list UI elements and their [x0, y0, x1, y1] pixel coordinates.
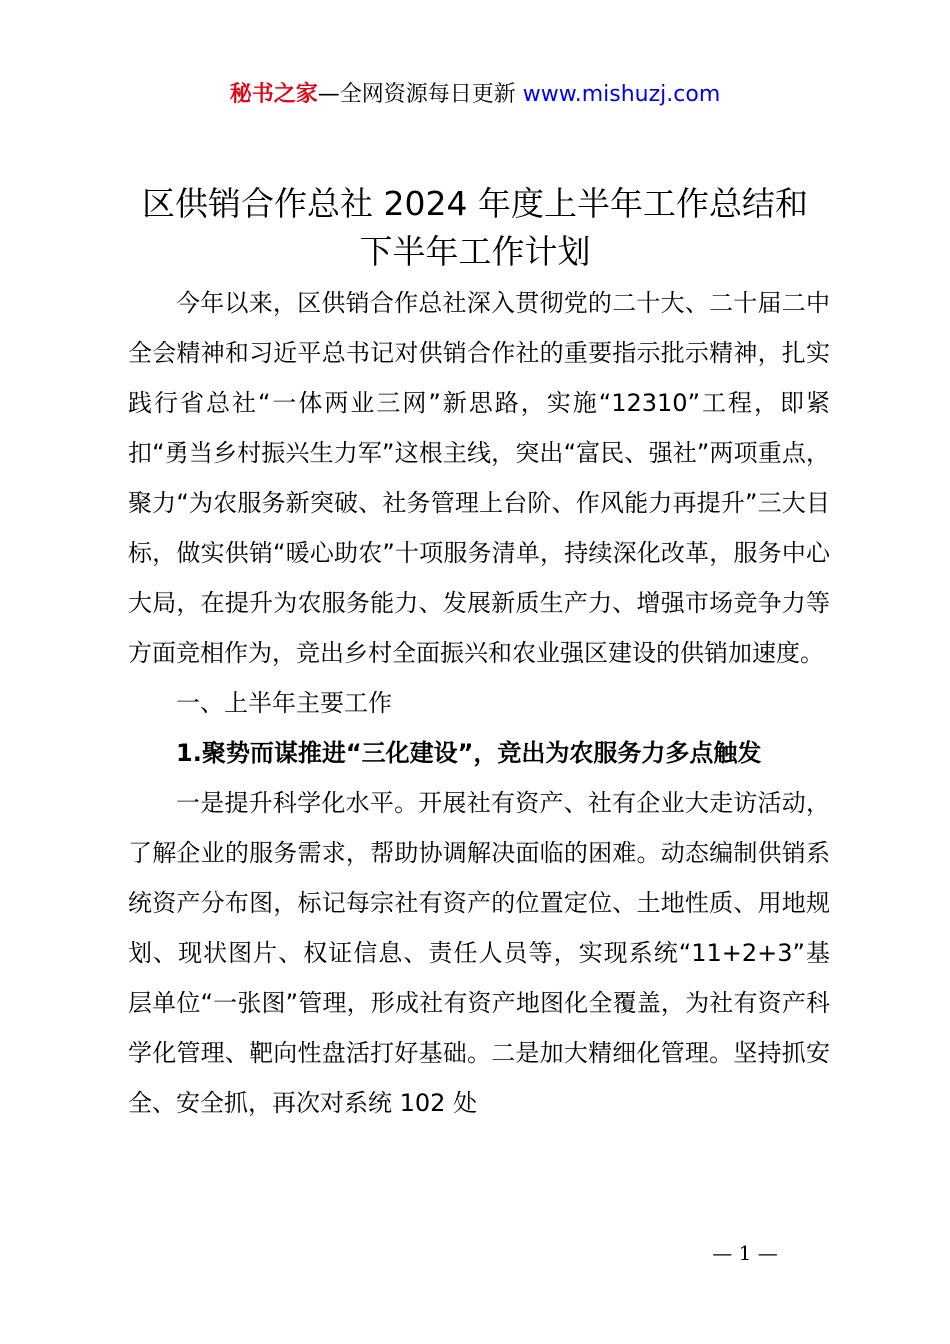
document-title [100, 180, 850, 276]
site-tagline: —全网资源每日更新 [317, 82, 516, 107]
intro-paragraph: 今年以来，区供销合作总社深入贯彻党的二十大、二十届二中全会精神和习近平总书记对供销合作社的重要指示批示精神，扎实践行省总社“一体两业三网”新思路，实施“12310”工程，即紧扣“勇当乡村振兴生力军”这根主线，突出“富民、强社”两项重点，聚力“为农服务新突破、社务管理上台阶、作风能力再提升”三大目标，做实供销“暖心助农”十项服务清单，持续深化改革，服务中心大局，在提升为农服务能力、发展新质生产力、增强市场竞争力等方面竞相作为，竞出乡村全面振兴和农业强区建设的供销加速度。 [128, 289, 830, 667]
body-paragraph: 一是提升科学化水平。开展社有资产、社有企业大走访活动，了解企业的服务需求，帮助协调解决面临的困难。动态编制供销系统资产分布图，标记每宗社有资产的位置定位、土地性质、用地规划、现状图片、权证信息、责任人员等，实现系统“11+2+3”基层单位“一张图”管理，形成社有资产地图化全覆盖，为社有资产科学化管理、靶向性盘活打好基础。二是加大精细化管理。坚持抓安全、安全抓，再次对系统 102 处 [128, 789, 830, 1117]
site-banner [0, 78, 950, 112]
title-line-1: 区供销合作总社 2024 年度上半年工作总结和 [142, 184, 808, 223]
site-brand: 秘书之家 [229, 82, 318, 107]
section-heading: 一、上半年主要工作 [176, 689, 392, 717]
site-url-link[interactable]: www.mishuzj.com [522, 82, 721, 107]
document-body [128, 278, 830, 1128]
subsection-heading: 1.聚势而谋推进“三化建设”，竞出为农服务力多点触发 [176, 739, 762, 767]
title-line-2: 下半年工作计划 [359, 232, 591, 271]
page-number: — 1 — [712, 1241, 778, 1265]
